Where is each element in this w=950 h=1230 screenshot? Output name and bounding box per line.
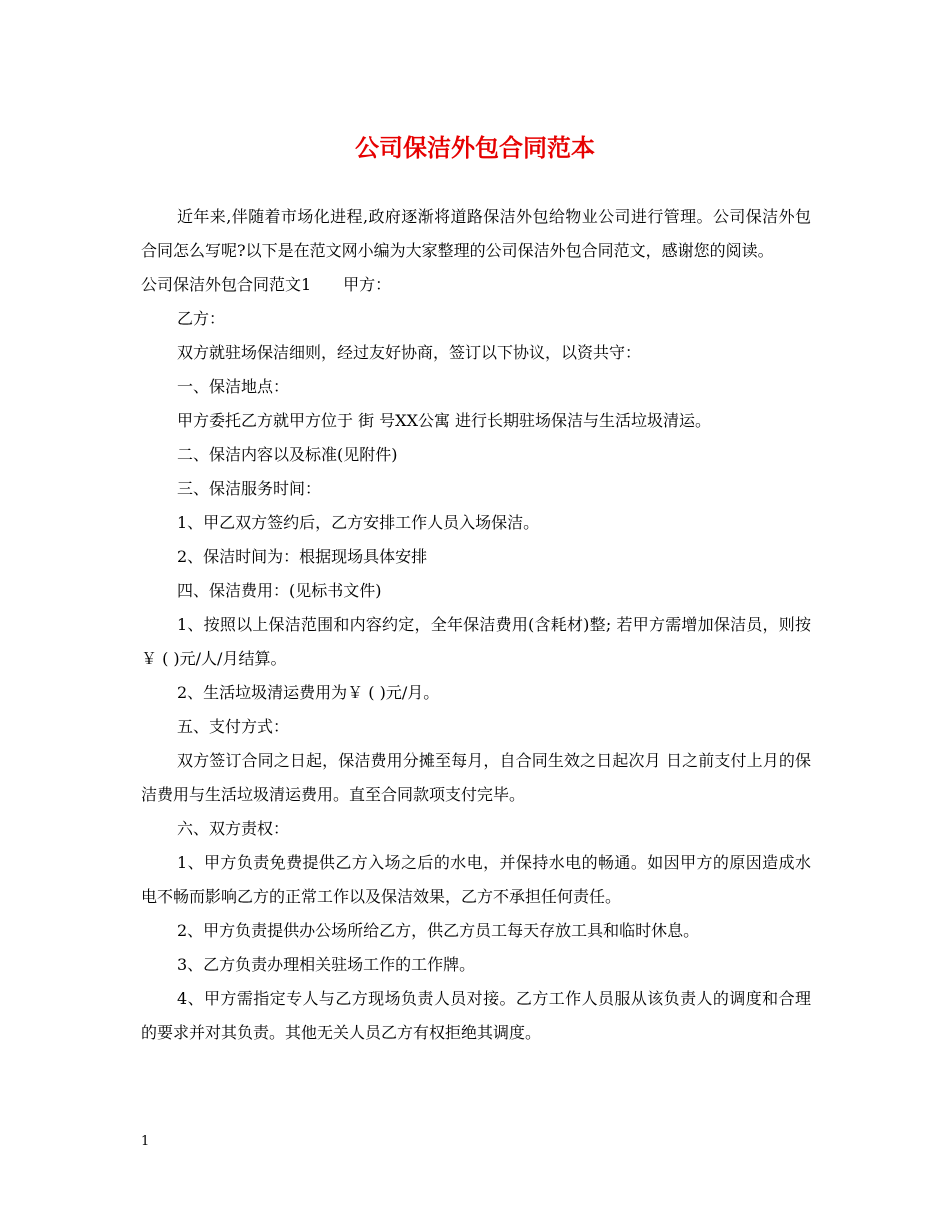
paragraph: 4、甲方需指定专人与乙方现场负责人员对接。乙方工作人员服从该负责人的调度和合理的要求并对其负责。其他无关人员乙方有权拒绝其调度。 bbox=[141, 989, 811, 1042]
paragraph: 3、乙方负责办理相关驻场工作的工作牌。 bbox=[177, 955, 476, 974]
document-body bbox=[141, 200, 811, 1050]
paragraph: 2、生活垃圾清运费用为￥ ( )元/月。 bbox=[177, 683, 440, 702]
paragraph: 1、甲方负责免费提供乙方入场之后的水电，并保持水电的畅通。如因甲方的原因造成水电不畅而影响乙方的正常工作以及保洁效果，乙方不承担任何责任。 bbox=[141, 853, 811, 906]
paragraph: 双方就驻场保洁细则，经过友好协商，签订以下协议，以资共守： bbox=[177, 343, 642, 362]
paragraph: 2、甲方负责提供办公场所给乙方，供乙方员工每天存放工具和临时休息。 bbox=[177, 921, 700, 940]
paragraph: 三、保洁服务时间： bbox=[177, 479, 322, 498]
paragraph: 2、保洁时间为：根据现场具体安排 bbox=[177, 547, 428, 566]
paragraph: 一、保洁地点： bbox=[177, 377, 290, 396]
paragraph: 二、保洁内容以及标准(见附件) bbox=[177, 445, 398, 464]
paragraph: 乙方： bbox=[177, 309, 226, 328]
paragraph: 近年来,伴随着市场化进程,政府逐渐将道路保洁外包给物业公司进行管理。公司保洁外包合同怎么写呢?以下是在范文网小编为大家整理的公司保洁外包合同范文，感谢您的阅读。 bbox=[141, 207, 811, 260]
paragraph: 六、双方责权： bbox=[177, 819, 290, 838]
page-number: 1 bbox=[141, 1134, 150, 1149]
paragraph: 五、支付方式： bbox=[177, 717, 290, 736]
paragraph: 1、甲乙双方签约后，乙方安排工作人员入场保洁。 bbox=[177, 513, 540, 532]
paragraph: 双方签订合同之日起，保洁费用分摊至每月，自合同生效之日起次月 日之前支付上月的保洁费用与生活垃圾清运费用。直至合同款项支付完毕。 bbox=[141, 751, 811, 804]
paragraph: 甲方委托乙方就甲方位于 街 号XX公寓 进行长期驻场保洁与生活垃圾清运。 bbox=[177, 411, 712, 430]
document-title: 公司保洁外包合同范本 bbox=[355, 133, 595, 162]
paragraph: 1、按照以上保洁范围和内容约定，全年保洁费用(含耗材)整; 若甲方需增加保洁员，则按￥ ( )元/人/月结算。 bbox=[141, 615, 811, 668]
paragraph: 公司保洁外包合同范文1 甲方： bbox=[141, 275, 392, 294]
paragraph: 四、保洁费用：(见标书文件) bbox=[177, 581, 382, 600]
